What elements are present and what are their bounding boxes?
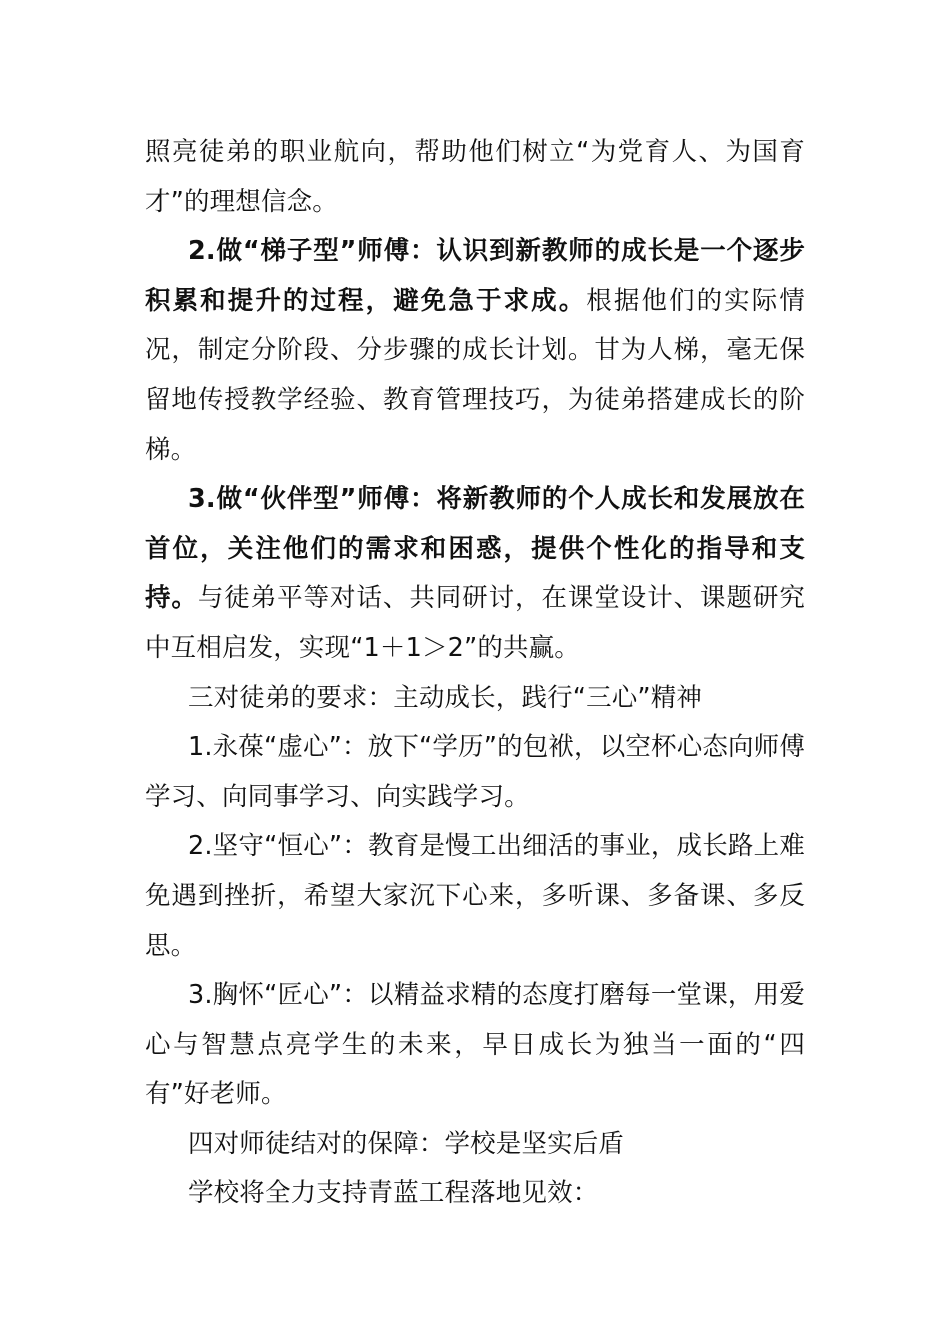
- section-heading-4: [145, 1120, 805, 1170]
- paragraph-3-heading: 3.做“伙伴型”师傅：将新教师的个人成长和发展放在首位，关注他们的需求和困惑，提供个性化的指导和支持。: [145, 484, 805, 614]
- section-heading-4-text: 四对师徒结对的保障：学校是坚实后盾: [188, 1128, 625, 1159]
- paragraph-3: [145, 475, 805, 673]
- paragraph-9: [145, 1169, 805, 1219]
- paragraph-6: [145, 822, 805, 971]
- paragraph-6-text: 2.坚守“恒心”：教育是慢工出细活的事业，成长路上难免遇到挫折，希望大家沉下心来，多听课、多备课、多反思。: [145, 831, 805, 961]
- paragraph-1-text: 照亮徒弟的职业航向，帮助他们树立“为党育人、为国育才”的理想信念。: [145, 137, 805, 217]
- paragraph-2: [145, 227, 805, 475]
- paragraph-1: [145, 128, 805, 227]
- paragraph-5-text: 1.永葆“虚心”：放下“学历”的包袱，以空杯心态向师傅学习、向同事学习、向实践学习。: [145, 732, 805, 812]
- paragraph-7: [145, 971, 805, 1120]
- paragraph-5: [145, 723, 805, 822]
- paragraph-7-text: 3.胸怀“匠心”：以精益求精的态度打磨每一堂课，用爱心与智慧点亮学生的未来，早日成长为独当一面的“四有”好老师。: [145, 980, 805, 1110]
- document-body: [145, 128, 805, 1219]
- paragraph-2-heading: 2.做“梯子型”师傅：认识到新教师的成长是一个逐步积累和提升的过程，避免急于求成。: [145, 236, 805, 316]
- paragraph-9-text: 学校将全力支持青蓝工程落地见效：: [188, 1178, 599, 1209]
- paragraph-2-text: 根据他们的实际情况，制定分阶段、分步骤的成长计划。甘为人梯，毫无保留地传授教学经验、教育管理技巧，为徒弟搭建成长的阶梯。: [145, 285, 805, 465]
- paragraph-3-text: 与徒弟平等对话、共同研讨，在课堂设计、课题研究中互相启发，实现“1＋1＞2”的共赢。: [145, 583, 805, 663]
- section-heading-3-text: 三对徒弟的要求：主动成长，践行“三心”精神: [188, 682, 703, 713]
- section-heading-3: [145, 674, 805, 724]
